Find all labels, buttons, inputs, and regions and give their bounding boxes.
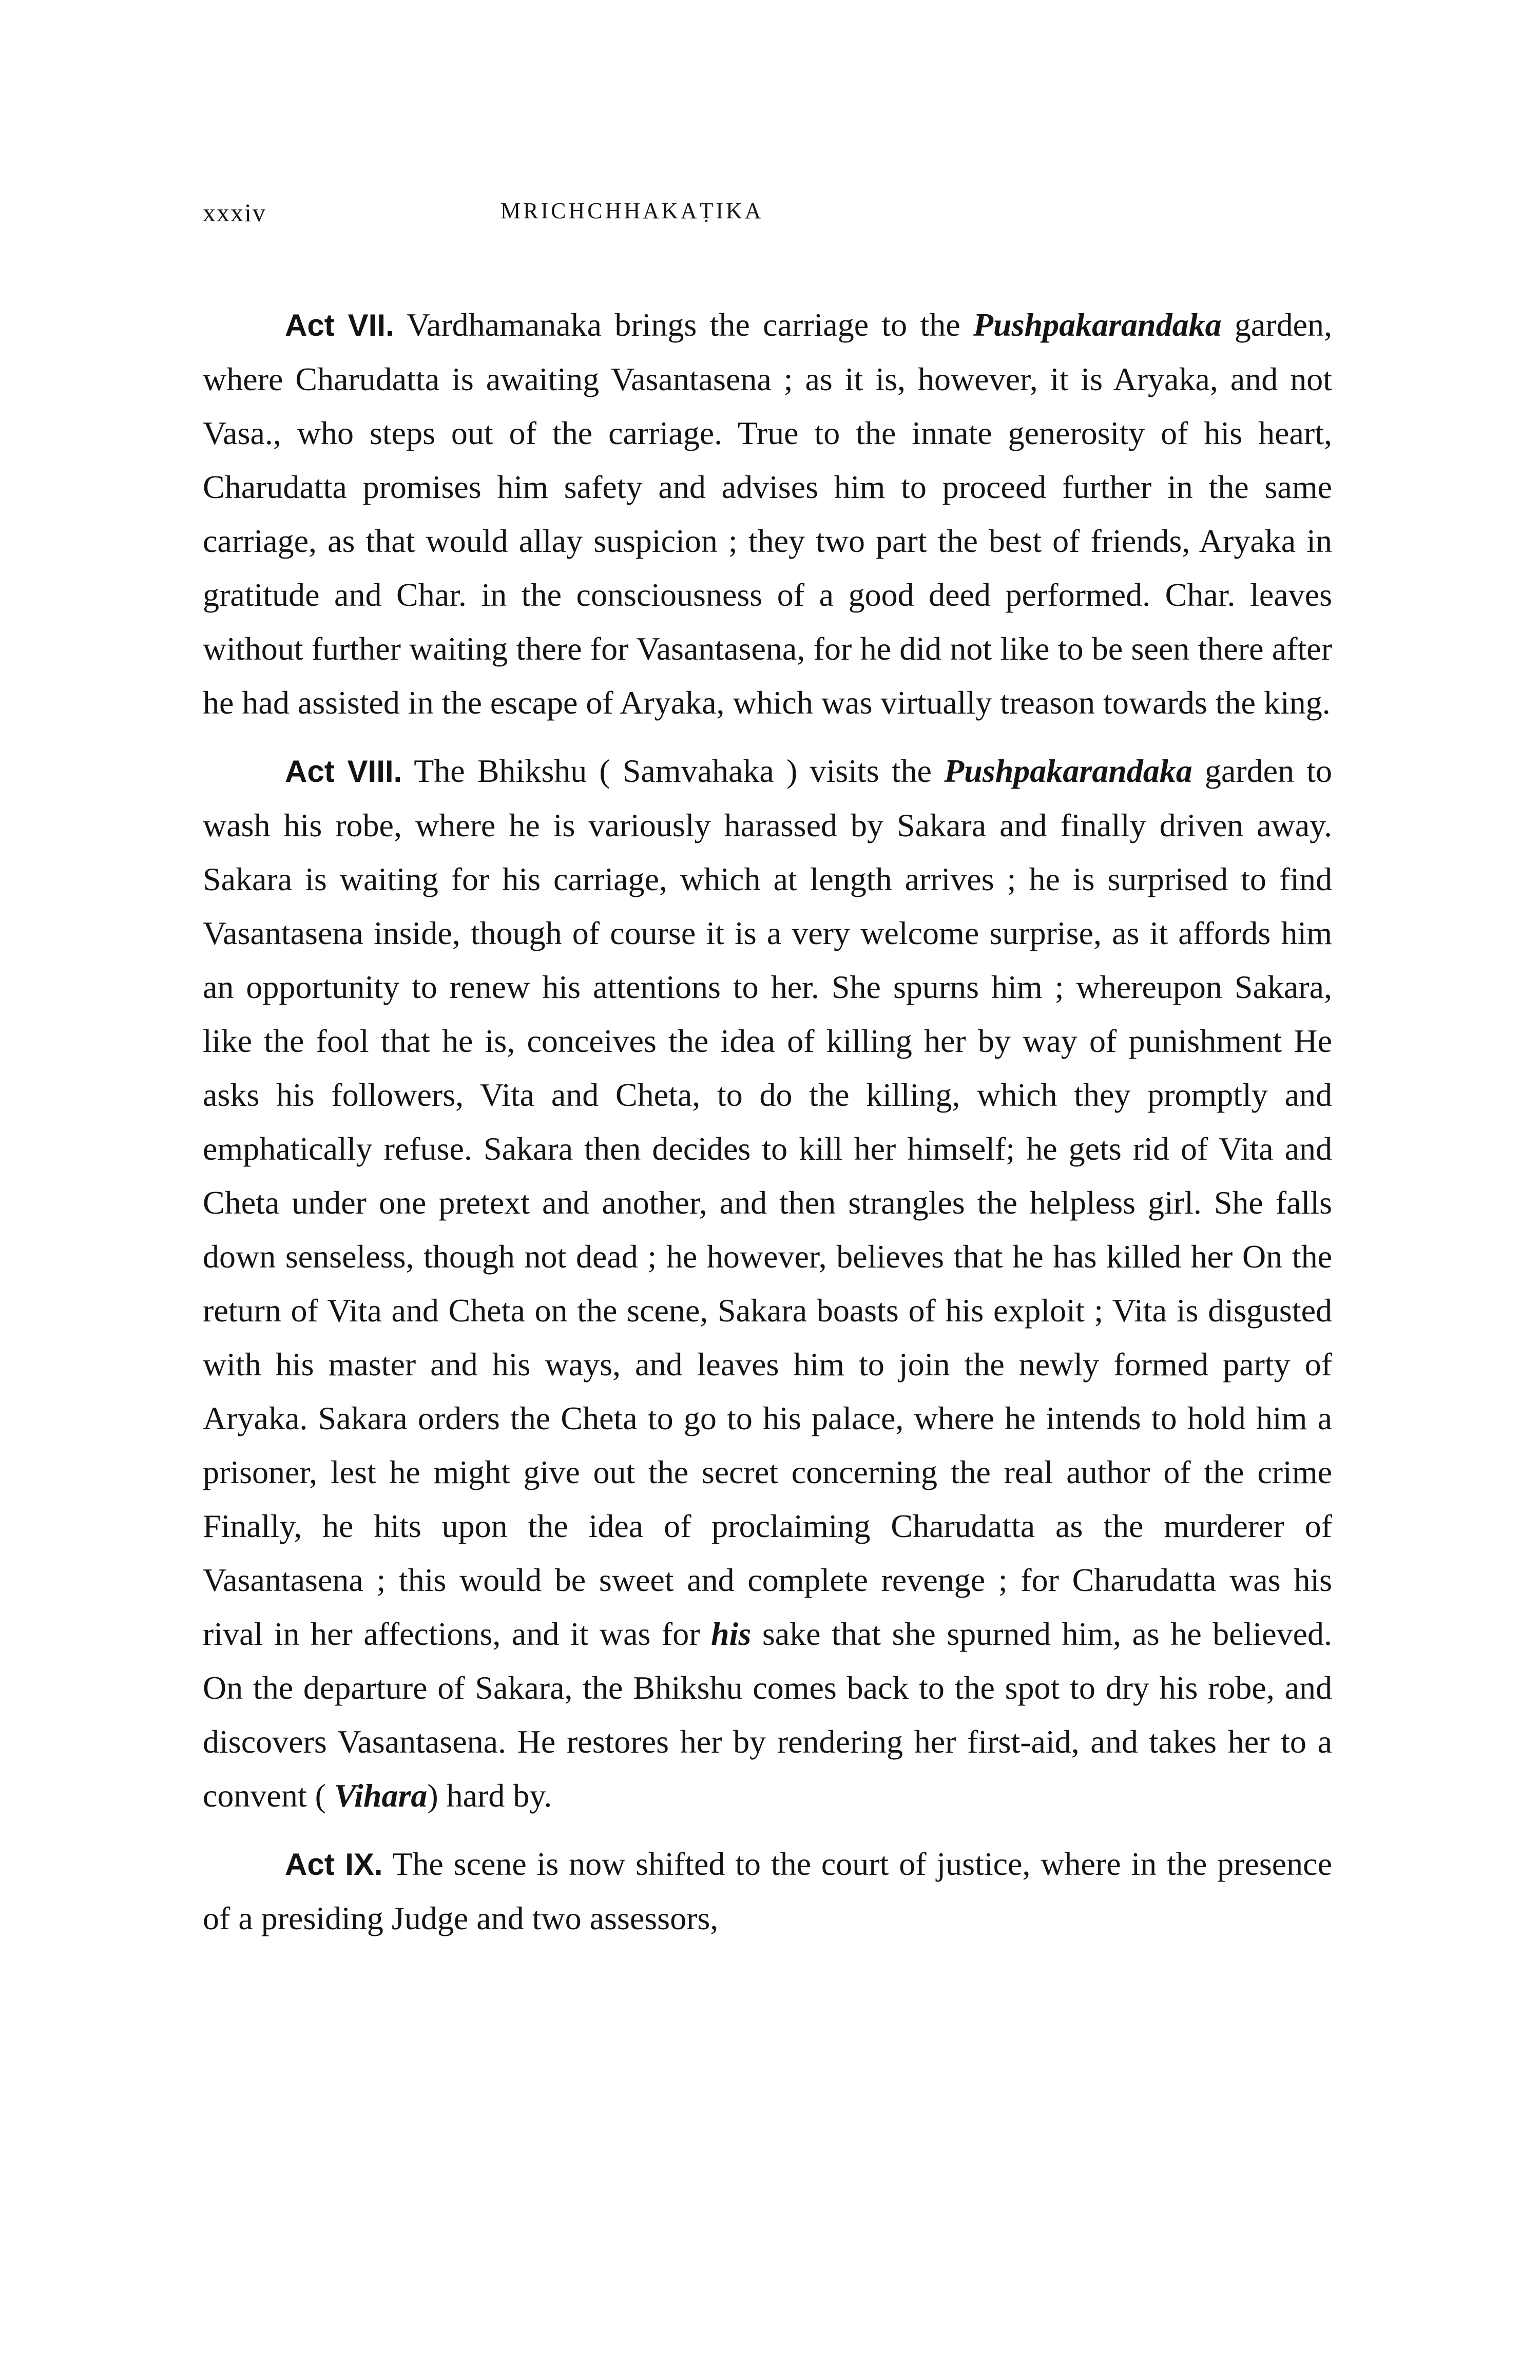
text-segment: The scene is now shifted to the court of justice, where in the presence of a presiding Judge and two assessors, xyxy=(203,1846,1332,1936)
text-segment: Vardhamanaka brings the carriage to the xyxy=(394,306,973,343)
running-title: MRICHCHHAKAṬIKA xyxy=(500,198,764,223)
act-label: Act VIII. xyxy=(285,754,402,789)
act-vii-paragraph xyxy=(203,298,1332,730)
act-viii-paragraph xyxy=(203,744,1332,1822)
text-segment: The Bhikshu ( Samvahaka ) visits the xyxy=(402,753,945,789)
act-label: Act VII. xyxy=(285,308,394,342)
body-text xyxy=(203,298,1332,1945)
text-segment: ) hard by. xyxy=(427,1777,552,1814)
text-segment: garden, where Charudatta is awaiting Vasantasena ; as it is, however, it is Aryaka, and not Vasa., who steps out of the carriage. True to the innate generosity of his heart, Charudatta promises him safety and advises him to proceed further in the same carriage, as that would allay suspicion ; they two part the best of friends, Aryaka in gratitude and Char. in the consciousness of a good deed performed. Char. leaves without further waiting there for Vasantasena, for he did not like to be seen there after he had assisted in the escape of Aryaka, which was virtually treason towards the king. xyxy=(203,306,1333,721)
garden-name: Pushpakarandaka xyxy=(973,306,1222,343)
emphasized-word: his xyxy=(711,1616,752,1652)
page-header xyxy=(203,198,1332,244)
convent-term: Vihara xyxy=(334,1777,428,1814)
garden-name: Pushpakarandaka xyxy=(944,753,1192,789)
text-segment: sake that she spurned him, as he believed. On the departure of Sakara, the Bhikshu comes back to the spot to dry his robe, and discovers Vasantasena. He restores her by rendering her first-aid, and takes her to a convent ( xyxy=(203,1616,1332,1814)
page-number: xxxiv xyxy=(203,198,266,227)
act-label: Act IX. xyxy=(285,1847,383,1882)
act-ix-paragraph xyxy=(203,1837,1332,1945)
text-segment: garden to wash his robe, where he is variously harassed by Sakara and finally driven away. Sakara is waiting for his carriage, which at length arrives ; he is surprised to find Vasantasena inside, though of course it is a very welcome surprise, as it affords him an opportunity to renew his attentions to her. She spurns him ; whereupon Sakara, like the fool that he is, conceives the idea of killing her by way of punishment He asks his followers, Vita and Cheta, to do the killing, which they promptly and emphatically refuse. Sakara then decides to kill her himself; he gets rid of Vita and Cheta under one pretext and another, and then strangles the helpless girl. She falls down senseless, though not dead ; he however, believes that he has killed her On the return of Vita and Cheta on the scene, Sakara boasts of his exploit ; Vita is disgusted with his master and his ways, and leaves him to join the newly formed party of Aryaka. Sakara orders the Cheta to go to his palace, where he intends to hold him a prisoner, lest he might give out the secret concerning the real author of the crime Finally, he hits upon the idea of proclaiming Charudatta as the murderer of Vasantasena ; this would be sweet and complete revenge ; for Charudatta was his rival in her affections, and it was for xyxy=(203,753,1333,1652)
